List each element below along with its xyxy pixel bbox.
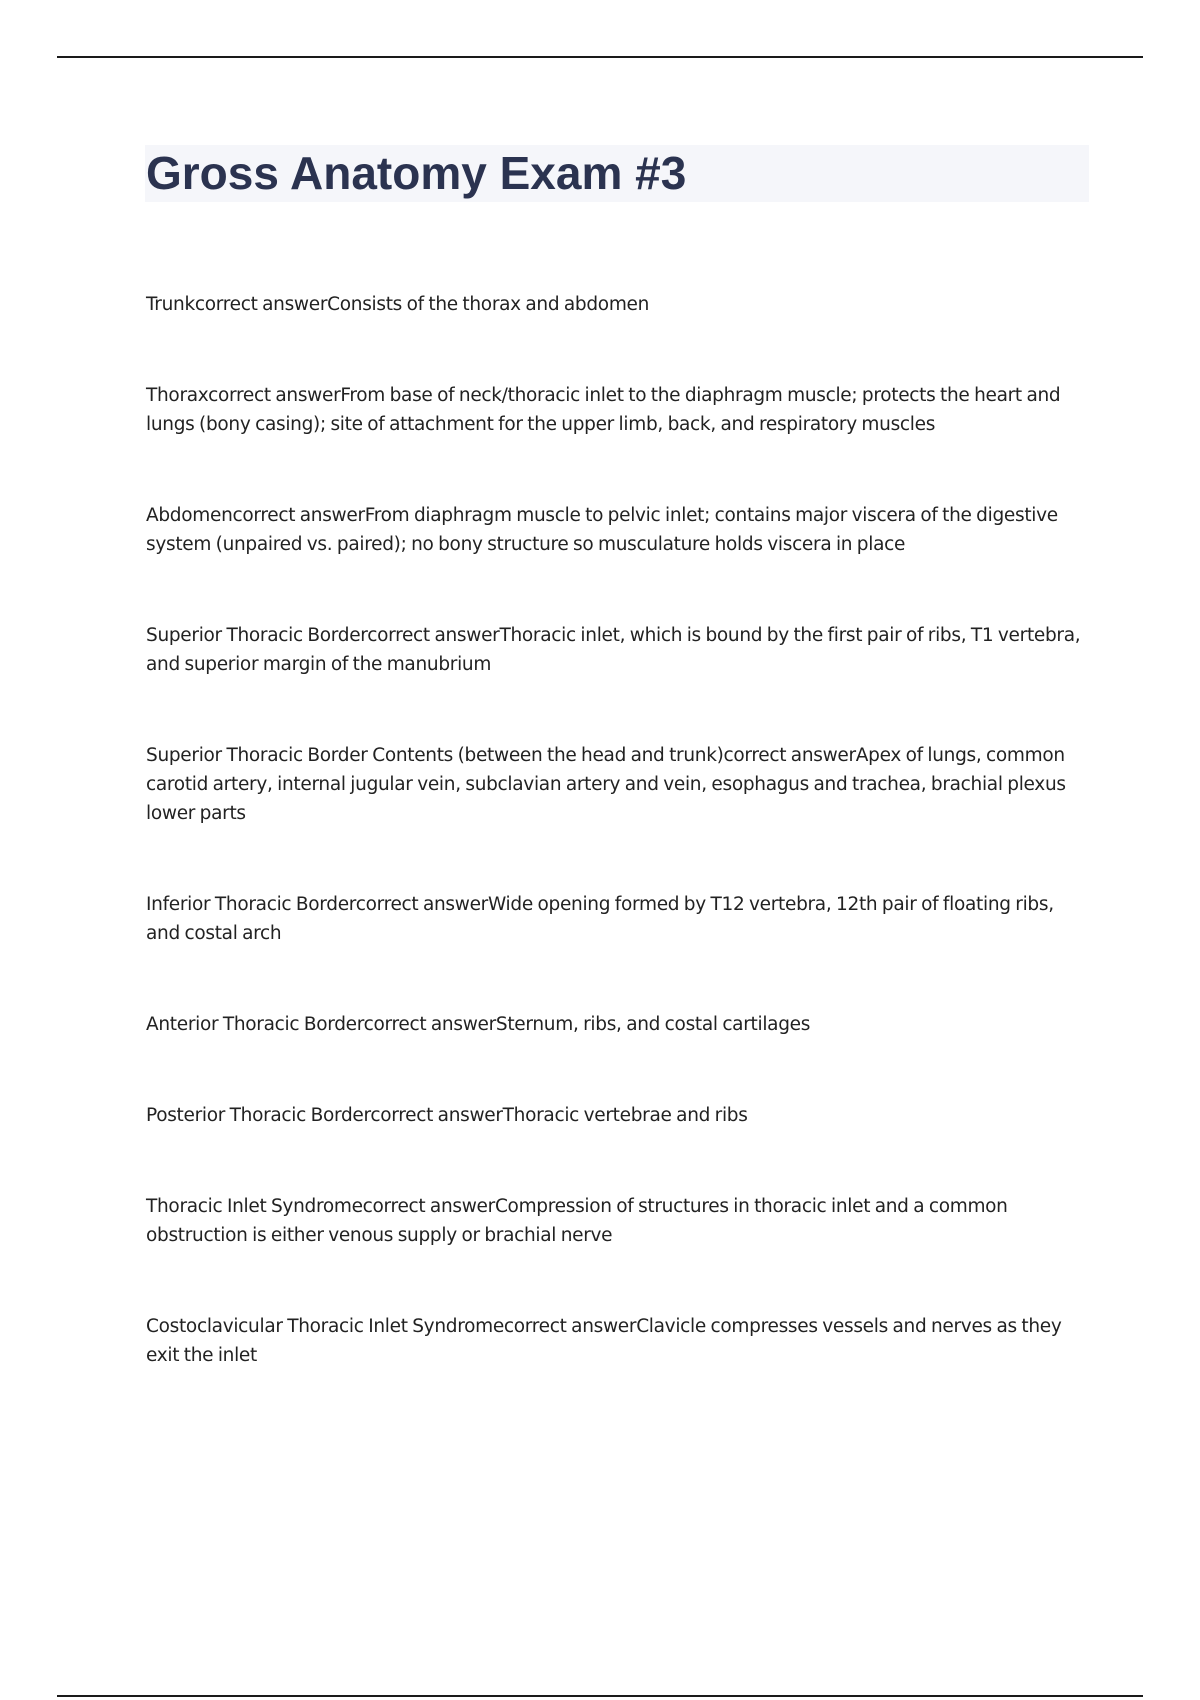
page-title: Gross Anatomy Exam #3 (146, 147, 687, 199)
entry-superior-thoracic-border-contents: Superior Thoracic Border Contents (between the head and trunk)correct answerApex of lungs, common carotid artery, internal jugular vein, subclavian artery and vein, esophagus and trachea, brachial plexus lower parts (146, 745, 1066, 824)
bottom-divider (57, 1695, 1143, 1697)
entry-trunk: Trunkcorrect answerConsists of the thorax and abdomen (146, 294, 650, 315)
top-divider (57, 56, 1143, 58)
entry-thoracic-inlet-syndrome: Thoracic Inlet Syndromecorrect answerCompression of structures in thoracic inlet and a common obstruction is either venous supply or brachial nerve (146, 1196, 1008, 1246)
entry-superior-thoracic-border: Superior Thoracic Bordercorrect answerThoracic inlet, which is bound by the first pair of ribs, T1 vertebra, and superior margin of the manubrium (146, 625, 1081, 675)
entry-list (146, 290, 1086, 1370)
entry-abdomen: Abdomencorrect answerFrom diaphragm muscle to pelvic inlet; contains major viscera of the digestive system (unpaired vs. paired); no bony structure so musculature holds viscera in place (146, 505, 1058, 555)
entry-posterior-thoracic-border: Posterior Thoracic Bordercorrect answerThoracic vertebrae and ribs (146, 1105, 748, 1126)
entry-costoclavicular-thoracic-inlet-syndrome: Costoclavicular Thoracic Inlet Syndromecorrect answerClavicle compresses vessels and nerves as they exit the inlet (146, 1316, 1062, 1366)
entry-anterior-thoracic-border: Anterior Thoracic Bordercorrect answerSternum, ribs, and costal cartilages (146, 1014, 811, 1035)
entry-thorax: Thoraxcorrect answerFrom base of neck/thoracic inlet to the diaphragm muscle; protects the heart and lungs (bony casing); site of attachment for the upper limb, back, and respiratory muscles (146, 385, 1061, 435)
entry-inferior-thoracic-border: Inferior Thoracic Bordercorrect answerWide opening formed by T12 vertebra, 12th pair of floating ribs, and costal arch (146, 894, 1054, 944)
